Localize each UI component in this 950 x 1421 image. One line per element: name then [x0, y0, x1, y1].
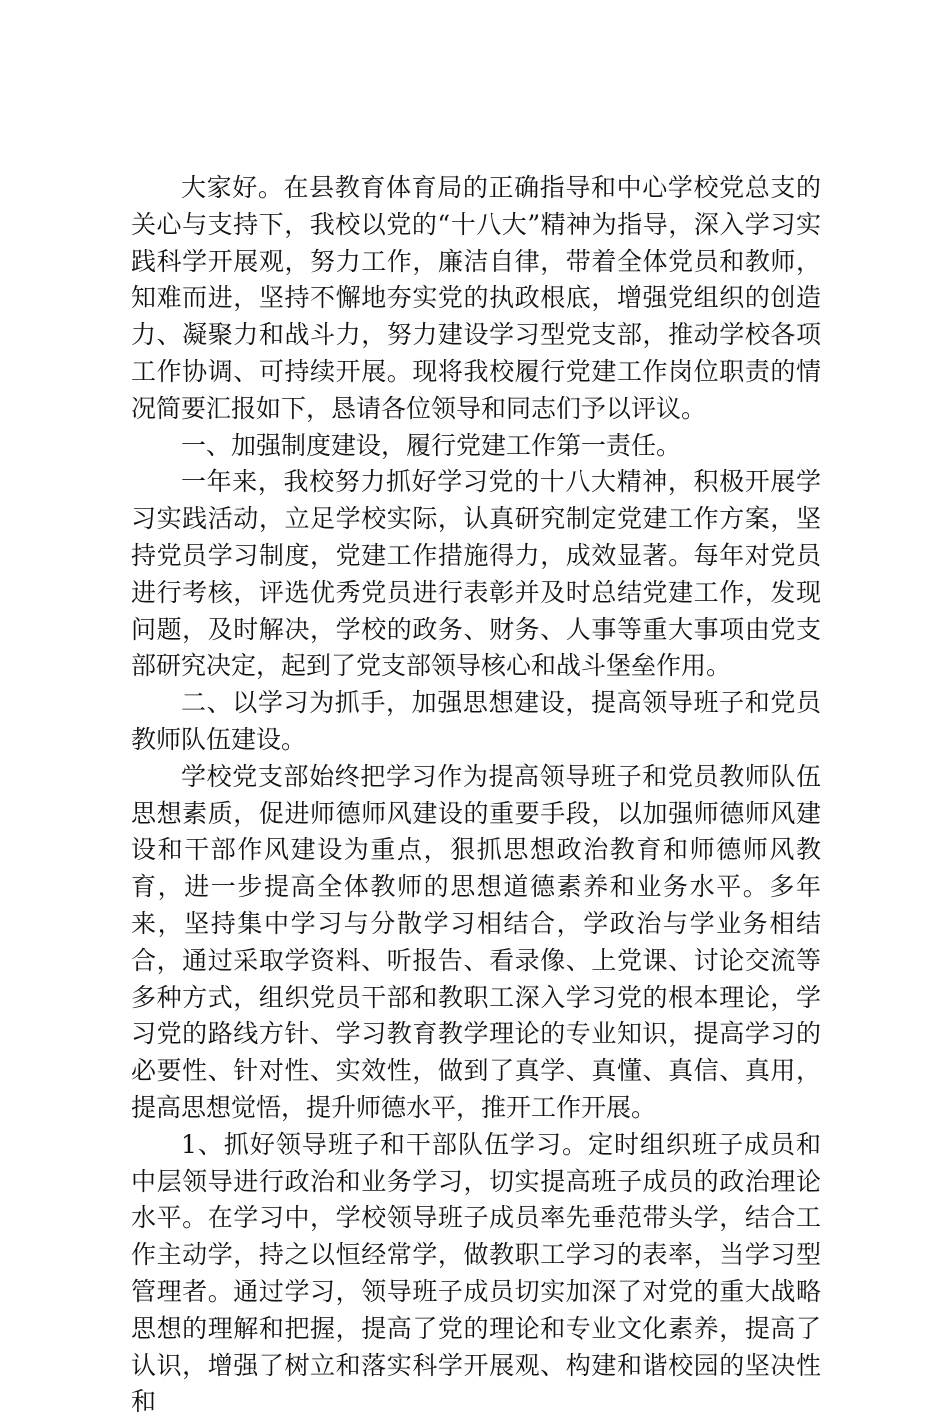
heading-section-2: 二、以学习为抓手，加强思想建设，提高领导班子和党员教师队伍建设。	[131, 688, 821, 754]
paragraph-greeting: 大家好。在县教育体育局的正确指导和中心学校党总支的关心与支持下，我校以党的“十八大”精神为指导，深入学习实践科学开展观，努力工作，廉洁自律，带着全体党员和教师，知难而进，坚持不懈地夯实党的执政根底，增强党组织的创造力、凝聚力和战斗力，努力建设学习型党支部，推动学校各项工作协调、可持续开展。现将我校履行党建工作岗位职责的情况简要汇报如下，恳请各位领导和同志们予以评议。	[131, 173, 821, 423]
document-body	[131, 170, 821, 1421]
paragraph-section-1: 一年来，我校努力抓好学习党的十八大精神，积极开展学习实践活动，立足学校实际，认真研究制定党建工作方案，坚持党员学习制度，党建工作措施得力，成效显著。每年对党员进行考核，评选优秀党员进行表彰并及时总结党建工作，发现问题，及时解决，学校的政务、财务、人事等重大事项由党支部研究决定，起到了党支部领导核心和战斗堡垒作用。	[131, 467, 821, 681]
paragraph-item-1: 1、抓好领导班子和干部队伍学习。定时组织班子成员和中层领导进行政治和业务学习，切实提高班子成员的政治理论水平。在学习中，学校领导班子成员率先垂范带头学，结合工作主动学，持之以恒经常学，做教职工学习的表率，当学习型管理者。通过学习，领导班子成员切实加深了对党的重大战略思想的理解和把握，提高了党的理论和专业文化素养，提高了认识，增强了树立和落实科学开展观、构建和谐校园的坚决性和	[131, 1129, 821, 1417]
heading-section-1: 一、加强制度建设，履行党建工作第一责任。	[181, 430, 682, 460]
paragraph-section-2: 学校党支部始终把学习作为提高领导班子和党员教师队伍思想素质，促进师德师风建设的重要手段，以加强师德师风建设和干部作风建设为重点，狠抓思想政治教育和师德师风教育，进一步提高全体教师的思想道德素养和业务水平。多年来，坚持集中学习与分散学习相结合，学政治与学业务相结合，通过采取学资料、听报告、看录像、上党课、讨论交流等多种方式，组织党员干部和教职工深入学习党的根本理论，学习党的路线方针、学习教育教学理论的专业知识，提高学习的必要性、针对性、实效性，做到了真学、真懂、真信、真用，提高思想觉悟，提升师德水平，推开工作开展。	[131, 761, 821, 1122]
